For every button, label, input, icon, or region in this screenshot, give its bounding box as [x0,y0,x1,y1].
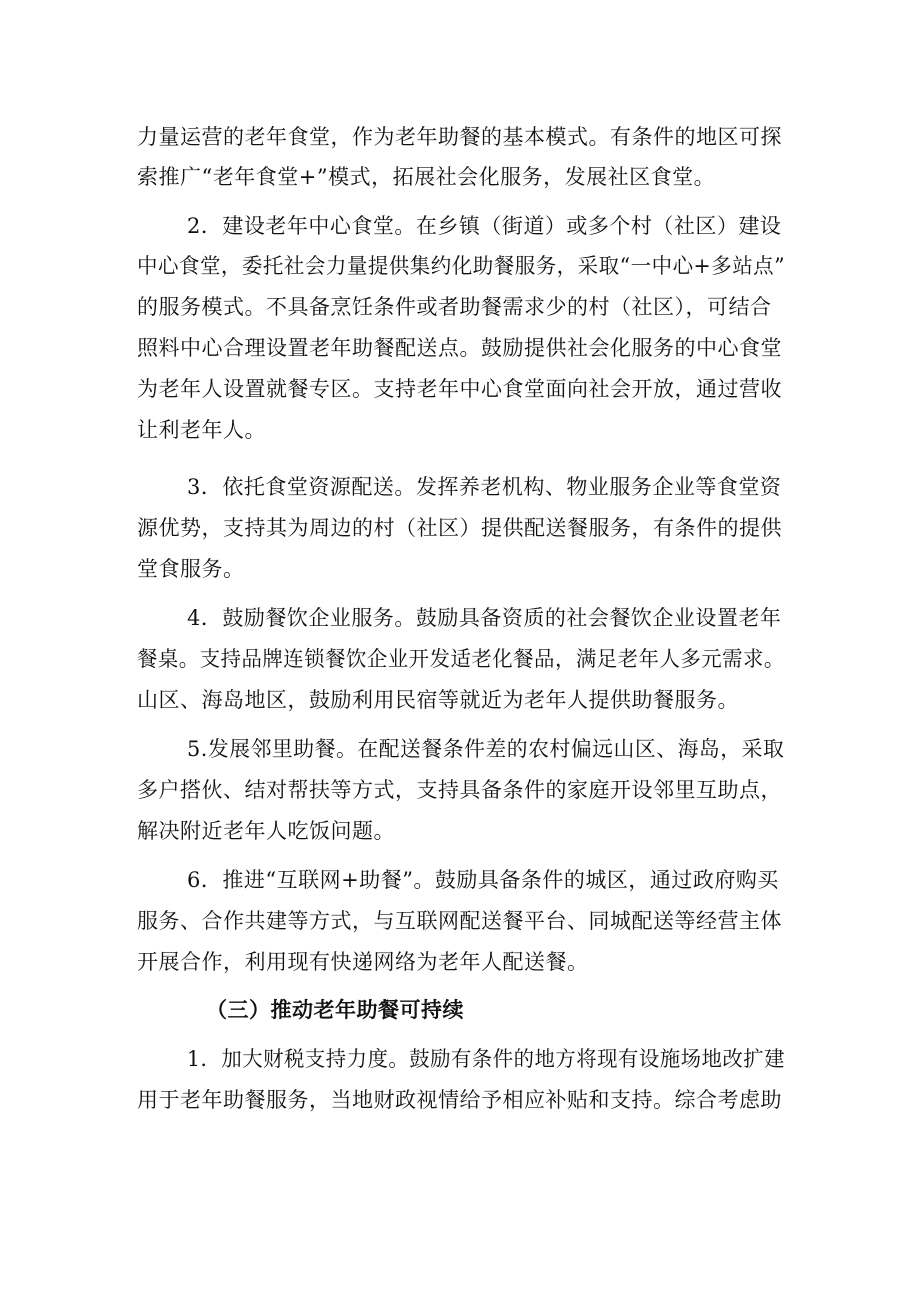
text-line: 让利老年人。 [137,418,266,442]
text-line: 中心食堂，委托社会力量提供集约化助餐服务，采取“一中心+多站点” [137,254,786,278]
text-line: 解决附近老年人吃饭问题。 [137,819,395,843]
paragraph-start: 6．推进“互联网+助餐”。鼓励具备条件的城区，通过政府购买 [187,868,779,892]
text-line: 多户搭伙、结对帮扶等方式，支持具备条件的家庭开设邻里互助点， [137,778,782,802]
text-line: 力量运营的老年食堂，作为老年助餐的基本模式。有条件的地区可探 [137,125,782,149]
paragraph-start: 1．加大财税支持力度。鼓励有条件的地方将现有设施场地改扩建 [187,1047,785,1071]
text-line: 服务、合作共建等方式，与互联网配送餐平台、同城配送等经营主体 [137,909,782,933]
section-heading: （三）推动老年助餐可持续 [206,998,464,1022]
text-line: 山区、海岛地区，鼓励利用民宿等就近为老年人提供助餐服务。 [137,688,739,712]
text-line: 开展合作，利用现有快递网络为老年人配送餐。 [137,950,589,974]
text-line: 的服务模式。不具备烹饪条件或者助餐需求少的村（社区），可结合 [137,295,772,319]
text-line: 为老年人设置就餐专区。支持老年中心食堂面向社会开放，通过营收 [137,377,782,401]
text-line: 源优势，支持其为周边的村（社区）提供配送餐服务，有条件的提供 [137,516,782,540]
text-line: 堂食服务。 [137,557,245,581]
paragraph-start: 2．建设老年中心食堂。在乡镇（街道）或多个村（社区）建设 [187,214,782,238]
paragraph-start: 4．鼓励餐饮企业服务。鼓励具备资质的社会餐饮企业设置老年 [187,606,782,630]
text-line: 用于老年助餐服务，当地财政视情给予相应补贴和支持。综合考虑助 [137,1088,782,1112]
paragraph-start: 3．依托食堂资源配送。发挥养老机构、物业服务企业等食堂资 [187,475,782,499]
paragraph-start: 5.发展邻里助餐。在配送餐条件差的农村偏远山区、海岛，采取 [187,737,785,761]
text-line: 餐桌。支持品牌连锁餐饮企业开发适老化餐品，满足老年人多元需求。 [137,647,785,671]
text-line: 索推广“老年食堂+”模式，拓展社会化服务，发展社区食堂。 [137,165,716,189]
text-line: 照料中心合理设置老年助餐配送点。鼓励提供社会化服务的中心食堂 [137,336,782,360]
